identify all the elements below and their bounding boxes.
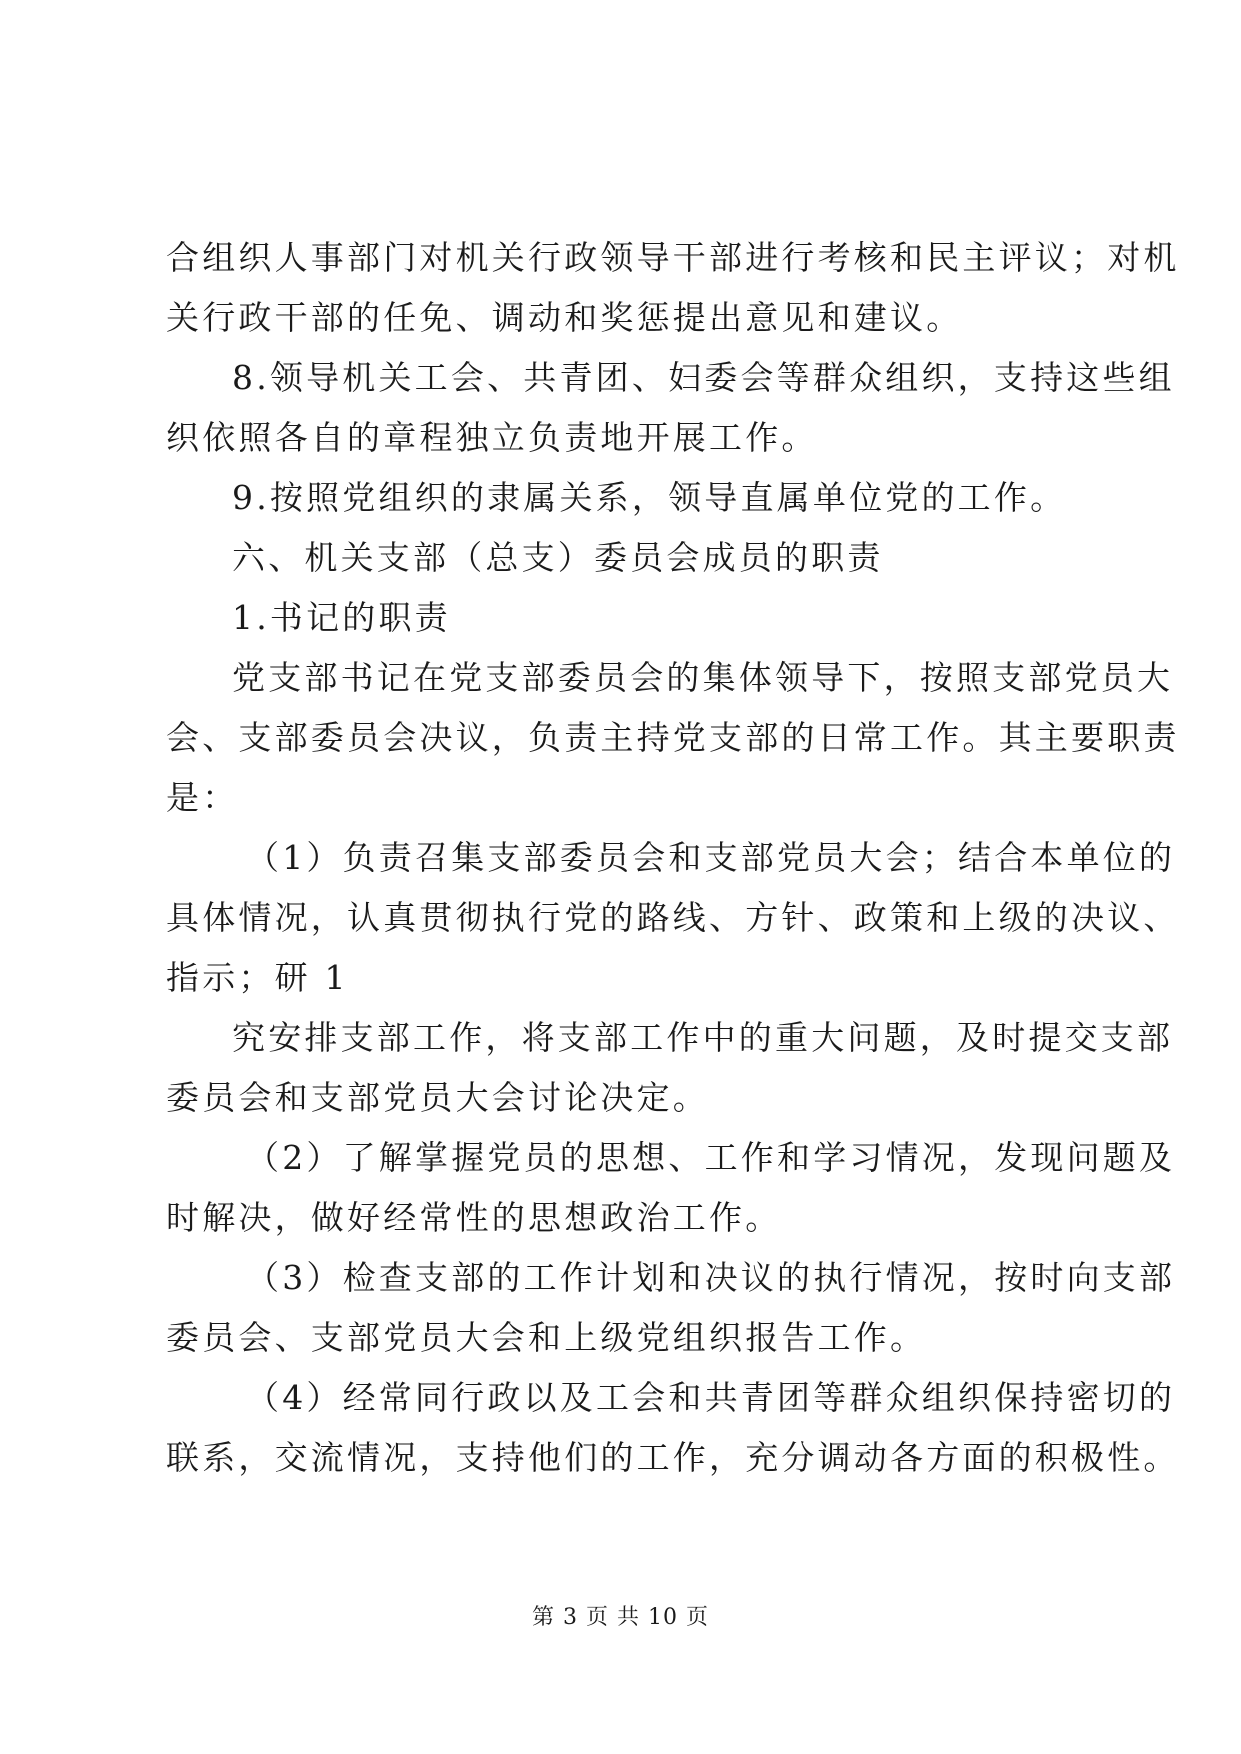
list-item: （1）负责召集支部委员会和支部党员大会；结合本单位的 — [246, 838, 1176, 877]
text-line: 会、支部委员会决议，负责主持党支部的日常工作。其主要职责 — [166, 718, 1180, 757]
text-line: 党支部书记在党支部委员会的集体领导下，按照支部党员大 — [232, 658, 1174, 697]
text-line: 关行政干部的任免、调动和奖惩提出意见和建议。 — [166, 298, 963, 337]
text-line: 究安排支部工作，将支部工作中的重大问题，及时提交支部 — [232, 1018, 1174, 1057]
text-line: 委员会、支部党员大会和上级党组织报告工作。 — [166, 1318, 927, 1357]
page-number-footer: 第 3 页 共 10 页 — [532, 1605, 709, 1630]
section-heading: 六、机关支部（总支）委员会成员的职责 — [232, 538, 884, 577]
text-line: 指示；研 1 — [166, 958, 349, 997]
text-line: 委员会和支部党员大会讨论决定。 — [166, 1078, 709, 1117]
text-line: 合组织人事部门对机关行政领导干部进行考核和民主评议；对机 — [166, 238, 1180, 277]
text-line: 联系，交流情况，支持他们的工作，充分调动各方面的积极性。 — [166, 1438, 1180, 1477]
text-line: 8.领导机关工会、共青团、妇委会等群众组织，支持这些组 — [232, 358, 1175, 397]
list-item: （2）了解掌握党员的思想、工作和学习情况，发现问题及 — [246, 1138, 1176, 1177]
subsection-heading: 1.书记的职责 — [232, 598, 451, 637]
text-line: 具体情况，认真贯彻执行党的路线、方针、政策和上级的决议、 — [166, 898, 1180, 937]
text-line: 是： — [166, 778, 239, 817]
text-line: 织依照各自的章程独立负责地开展工作。 — [166, 418, 818, 457]
text-line: 时解决，做好经常性的思想政治工作。 — [166, 1198, 782, 1237]
body-text — [166, 228, 1180, 1488]
list-item: （4）经常同行政以及工会和共青团等群众组织保持密切的 — [246, 1378, 1176, 1417]
list-item: （3）检查支部的工作计划和决议的执行情况，按时向支部 — [246, 1258, 1176, 1297]
text-line: 9.按照党组织的隶属关系，领导直属单位党的工作。 — [232, 478, 1067, 517]
